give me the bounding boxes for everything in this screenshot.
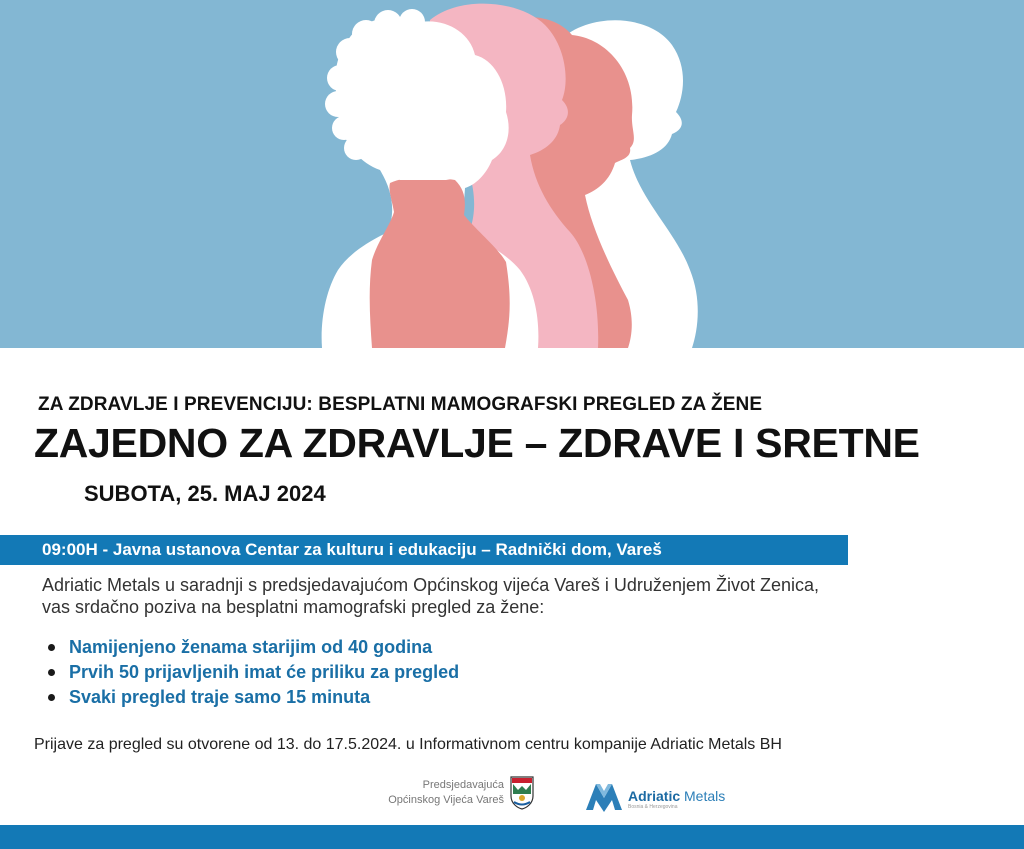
list-item: [48, 635, 459, 660]
women-silhouettes-icon: [0, 0, 1024, 348]
adriatic-metals-name-rest: Metals: [680, 788, 726, 804]
council-logo-line-1: Predsjedavajuća: [422, 779, 504, 791]
list-item: [48, 660, 459, 685]
location-band: [0, 535, 848, 565]
adriatic-metals-name: [628, 788, 725, 804]
hero-banner: [0, 0, 1024, 348]
page-title: ZAJEDNO ZA ZDRAVLJE – ZDRAVE I SRETNE: [34, 420, 920, 466]
adriatic-metals-logo: [584, 778, 754, 814]
coat-of-arms-icon: [510, 776, 534, 810]
intro-text: [42, 574, 982, 618]
intro-line-2: vas srdačno poziva na besplatni mamografski pregled za žene:: [42, 597, 545, 617]
bullet-list: [48, 635, 459, 710]
list-item-text: Svaki pregled traje samo 15 minuta: [69, 687, 371, 707]
list-item: [48, 685, 459, 710]
list-item-text: Prvih 50 prijavljenih imat će priliku za pregled: [69, 662, 460, 682]
intro-line-1: Adriatic Metals u saradnji s predsjedavajućom Općinskog vijeća Vareš i Udruženjem Život Zenica,: [42, 575, 819, 595]
footer-bar: [0, 825, 1024, 849]
bullet-icon: [48, 694, 55, 701]
event-date: SUBOTA, 25. MAJ 2024: [84, 481, 326, 506]
adriatic-metals-subtitle: Bosnia & Herzegovina: [628, 804, 678, 810]
bullet-icon: [48, 669, 55, 676]
adriatic-metals-logo-icon: [584, 780, 624, 812]
event-info: [0, 348, 1024, 825]
subtitle: ZA ZDRAVLJE I PREVENCIJU: BESPLATNI MAMOGRAFSKI PREGLED ZA ŽENE: [38, 394, 763, 415]
adriatic-metals-name-bold: Adriatic: [628, 788, 681, 804]
council-logo-line-2: Općinskog Vijeća Vareš: [388, 794, 504, 806]
bullet-icon: [48, 644, 55, 651]
location-text: 09:00H - Javna ustanova Centar za kulturu i edukaciju – Radnički dom, Vareš: [42, 540, 662, 559]
list-item-text: Namijenjeno ženama starijim od 40 godina: [69, 637, 433, 657]
registration-note: Prijave za pregled su otvorene od 13. do 17.5.2024. u Informativnom centru kompanije Adriatic Metals BH: [34, 736, 782, 753]
council-logo: [372, 774, 542, 814]
